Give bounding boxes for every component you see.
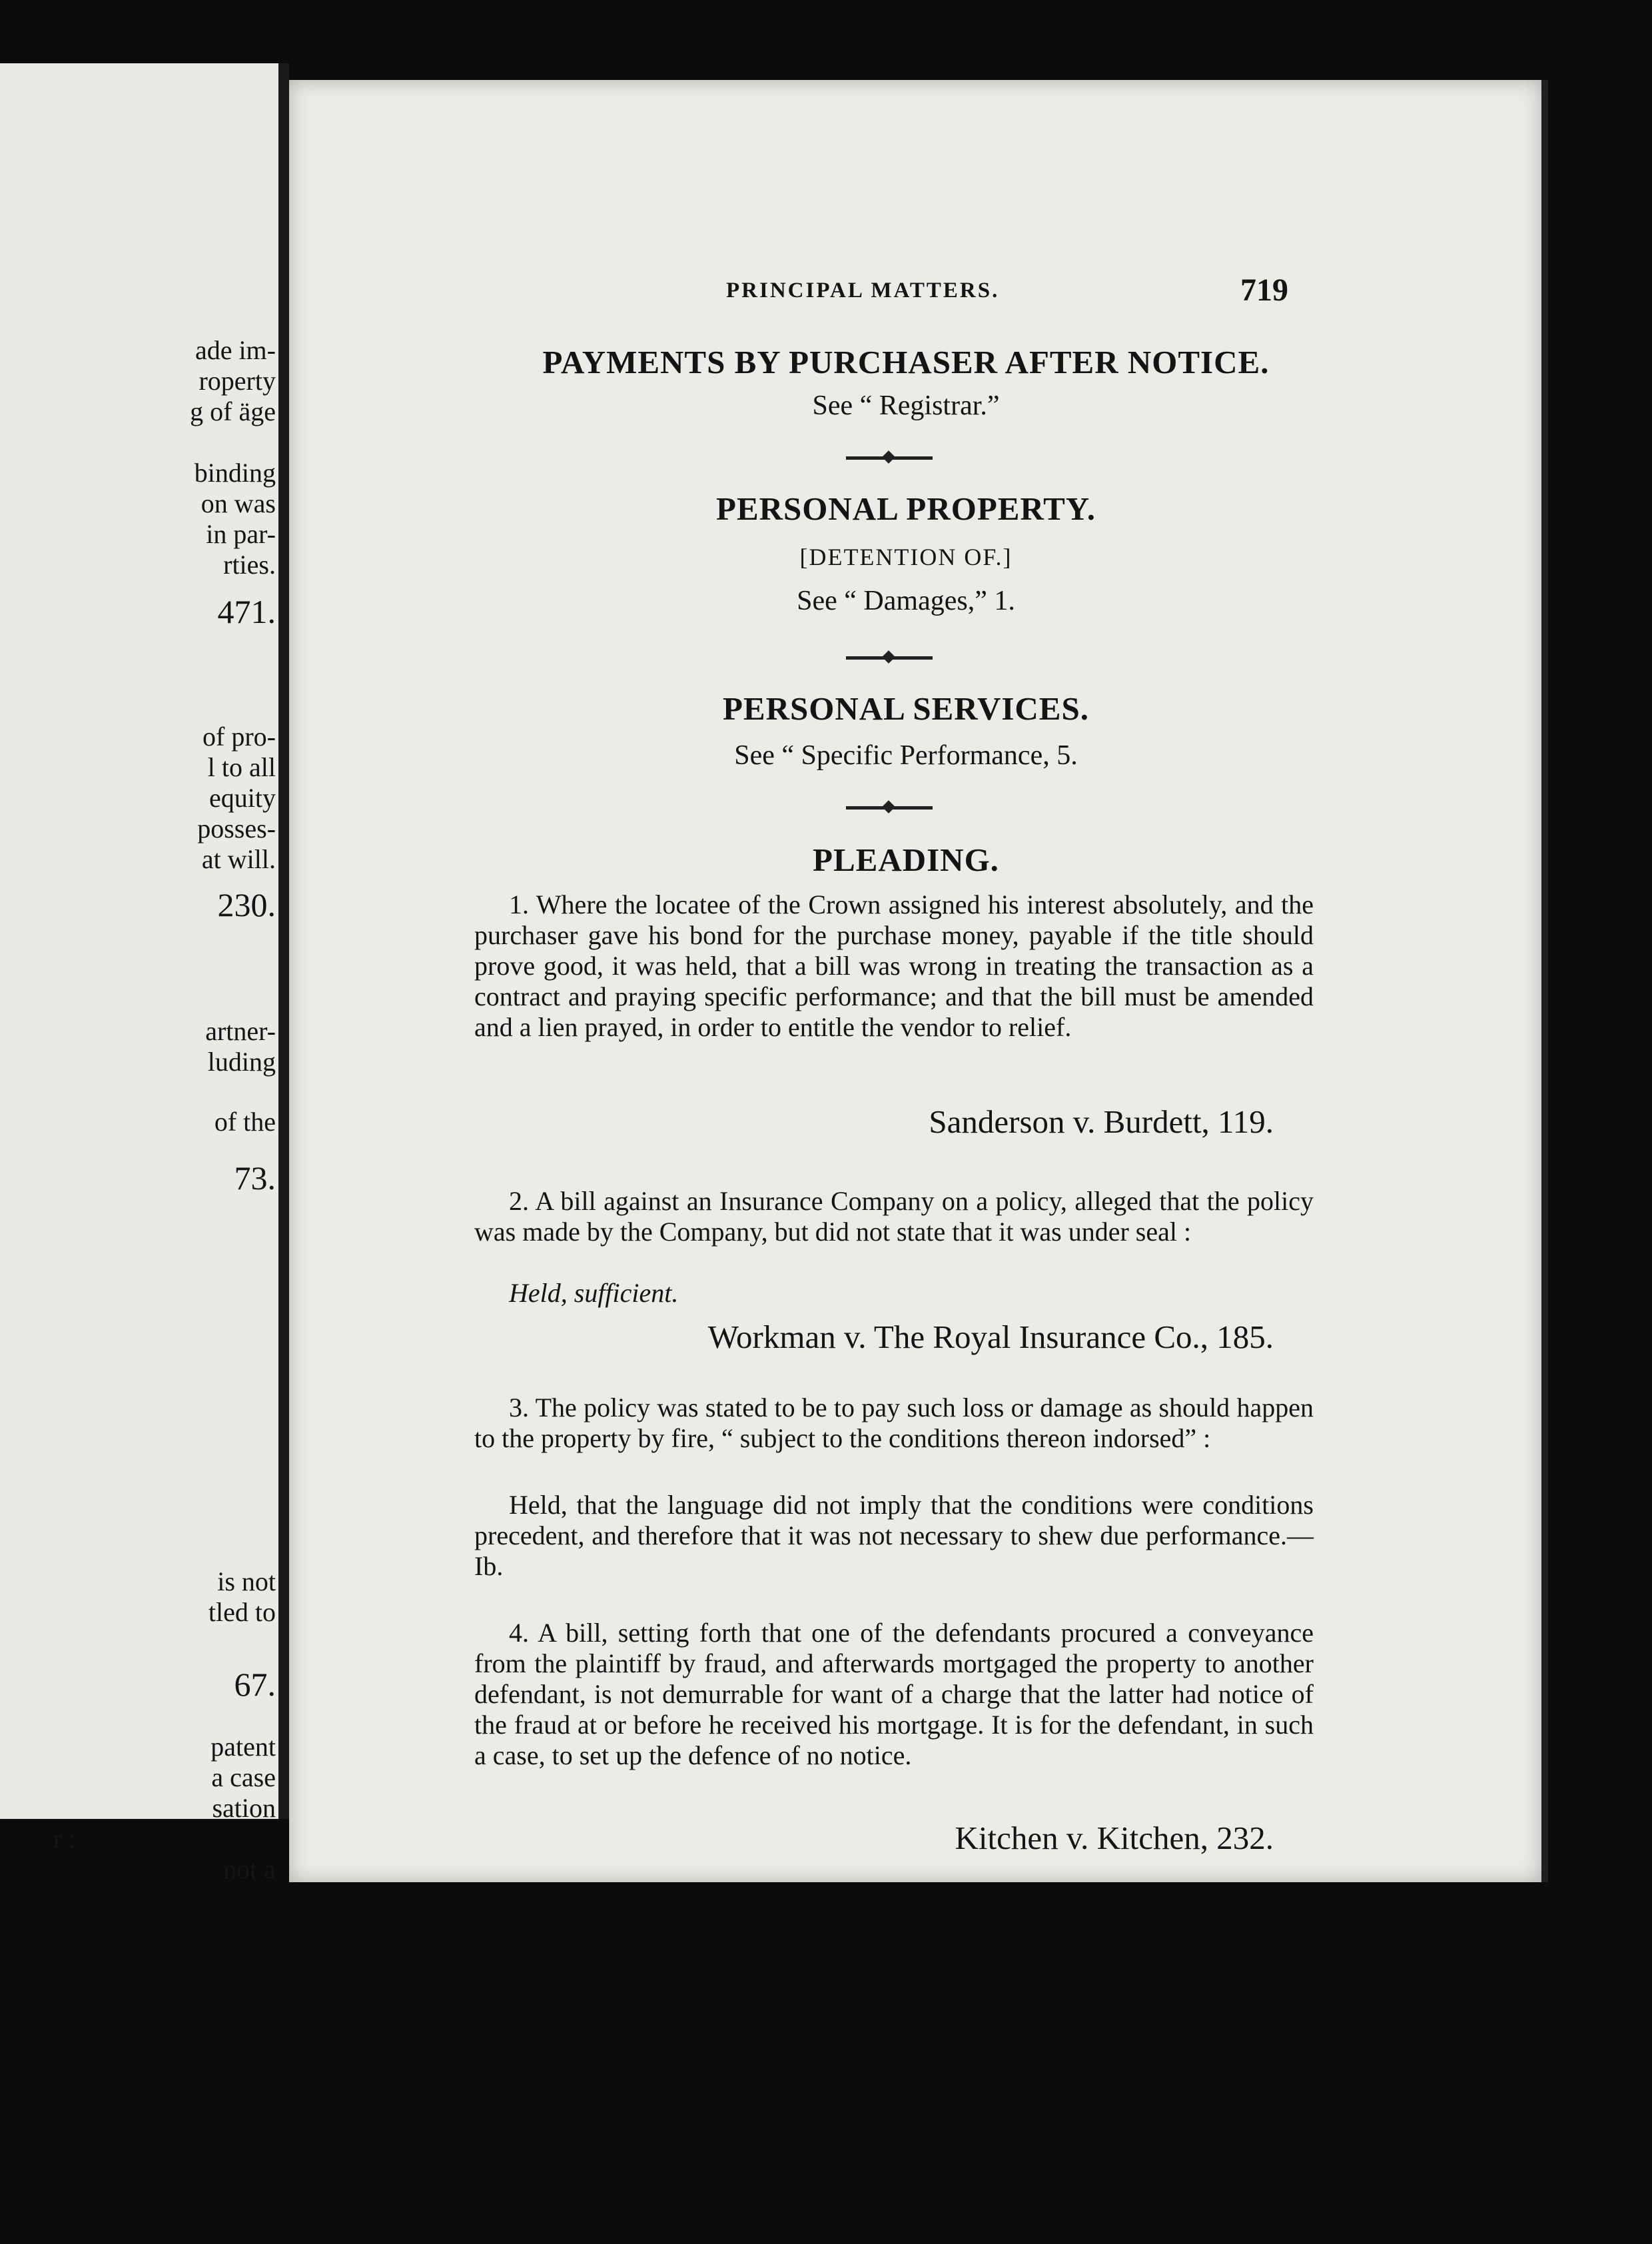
left-page-line: sation (212, 1793, 276, 1823)
left-page-line: luding (207, 1047, 276, 1077)
left-page-line: in par- (206, 519, 276, 549)
pleading-paragraph-4: 4. A bill, setting forth that one of the defendants procured a conveyance from the plaintiff by fraud, and afterwards mortgaged the property to another defendant, is not demurrable for want of a charge that the latter had notice of the fraud at or before he received his mortgage. It is for the defendant, in such a case, to set up the defence of no notice. (474, 1618, 1314, 1770)
pleading-paragraph-2: 2. A bill against an Insurance Company on a policy, alleged that the policy was made by the Company, but did not state that it was under seal : (474, 1186, 1314, 1247)
page-number: 719 (1240, 273, 1288, 308)
left-page-line: at will. (201, 844, 276, 874)
section-title-payments: PAYMENTS BY PURCHASER AFTER NOTICE. (542, 344, 1270, 380)
pleading-paragraph-1: 1. Where the locatee of the Crown assigned his interest absolutely, and the purchaser gave his bond for the purchase money, payable if the title should prove good, it was held, that a bill was wrong in treating the transaction as a contract and praying specific performance; and that the bill must be amended and a lien prayed, in order to entitle the vendor to relief. (474, 889, 1314, 1042)
section-title-personal-services: PERSONAL SERVICES. (723, 690, 1089, 727)
section-title-personal-property: PERSONAL PROPERTY. (716, 490, 1096, 527)
case-citation-workman: Workman v. The Royal Insurance Co., 185. (707, 1319, 1274, 1355)
left-page-line: of the (214, 1107, 276, 1137)
running-head: PRINCIPAL MATTERS. (726, 279, 1000, 302)
section-divider (846, 806, 933, 810)
cross-reference-registrar: See “ Registrar.” (812, 390, 1000, 421)
left-page-case-ref: 471. (217, 593, 276, 630)
cross-reference-damages: See “ Damages,” 1. (797, 586, 1015, 616)
case-citation-sanderson: Sanderson v. Burdett, 119. (929, 1103, 1274, 1140)
left-page-line: posses- (197, 814, 276, 843)
section-divider (846, 456, 933, 460)
left-page-line: on was (201, 488, 276, 518)
section-divider (846, 656, 933, 660)
left-page-line: g of äge (190, 396, 276, 426)
left-page-line: roperty (199, 366, 276, 396)
pleading-paragraph-2-held: Held, sufficient. (509, 1278, 679, 1308)
left-page-line: binding (194, 458, 276, 488)
left-page-line: is not (217, 1566, 276, 1596)
left-page-line: equity (209, 783, 276, 813)
section-title-pleading: PLEADING. (813, 842, 999, 878)
section-subtitle-detention: [DETENTION OF.] (799, 544, 1013, 570)
left-page-line: ade im- (195, 335, 276, 365)
left-page-case-ref: 67. (234, 1666, 276, 1703)
left-page-line: l to all (207, 752, 276, 782)
cross-reference-specific-performance: See “ Specific Performance, 5. (734, 740, 1078, 771)
previous-page-fragment (0, 63, 278, 1884)
book-gutter (278, 63, 289, 1819)
left-page-line: not a (223, 1854, 276, 1884)
pleading-paragraph-3: 3. The policy was stated to be to pay such loss or damage as should happen to the property by fire, “ subject to the conditions thereon indorsed” : (474, 1393, 1314, 1453)
left-page-line: tled to (208, 1597, 276, 1627)
left-page-line: a case (211, 1762, 276, 1792)
left-page-line: of pro- (203, 722, 276, 752)
left-page-case-ref: 73. (234, 1159, 276, 1197)
case-citation-kitchen: Kitchen v. Kitchen, 232. (955, 1820, 1274, 1856)
left-page-line: artner- (205, 1016, 276, 1046)
left-page-case-ref: 230. (217, 886, 276, 923)
left-page-line: patent (210, 1732, 276, 1762)
left-page-line: r : (53, 1824, 76, 1854)
left-page-line: rties. (223, 550, 276, 580)
page-edge (1541, 80, 1548, 1882)
pleading-paragraph-3-held: Held, that the language did not imply that the conditions were conditions precedent, and therefore that it was not necessary to shew due performance.—Ib. (474, 1490, 1314, 1581)
